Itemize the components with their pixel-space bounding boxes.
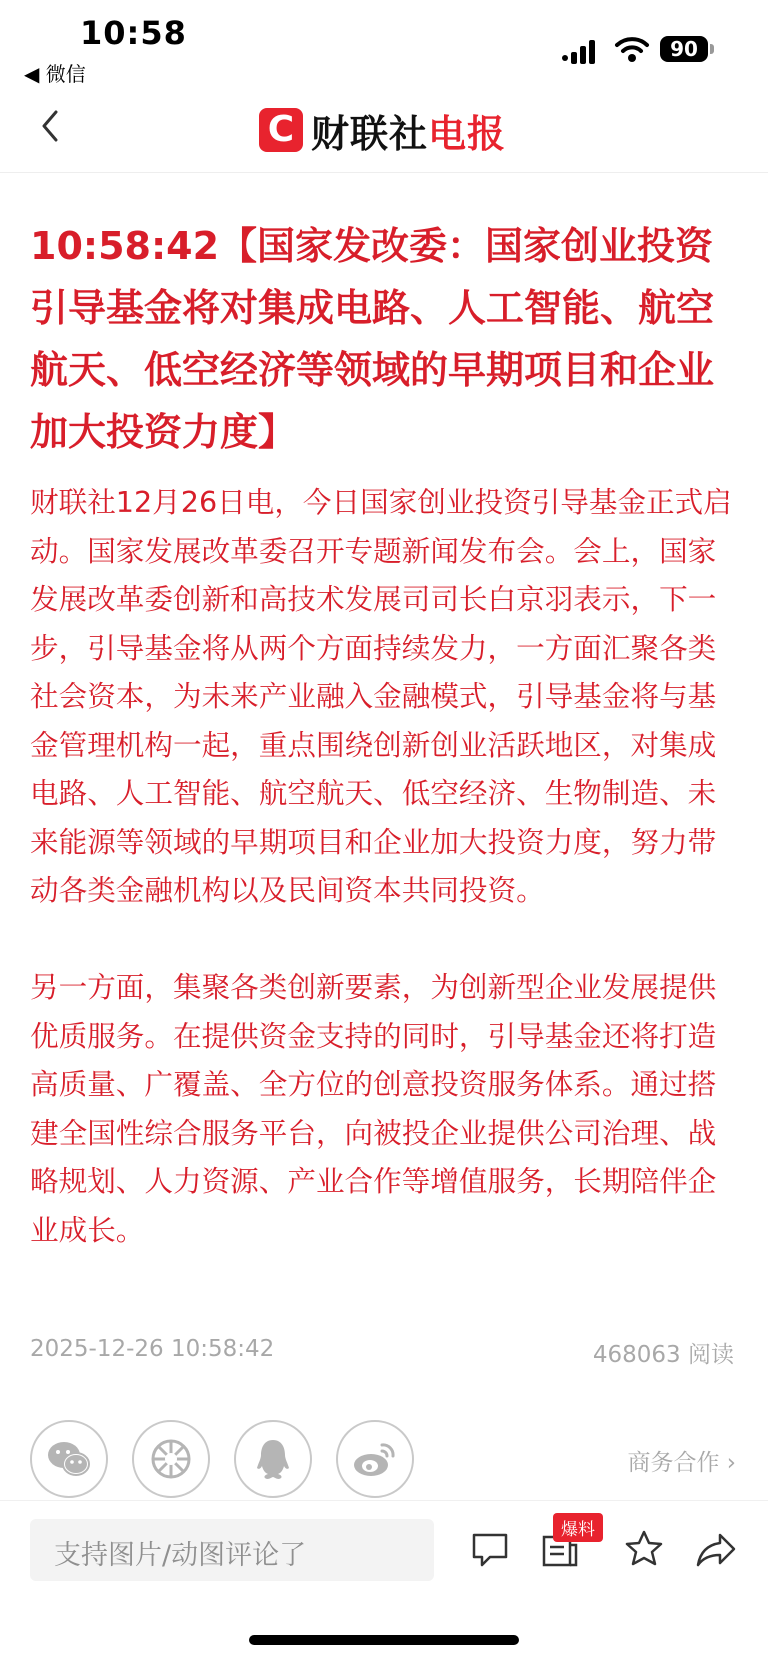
article-body: [30, 478, 742, 1254]
battery-indicator: [660, 36, 716, 64]
cls-telegraph-logo: [259, 106, 506, 154]
status-time: 10:58: [80, 14, 187, 52]
status-bar: [0, 0, 768, 90]
logo-text-telegraph: 电报: [428, 111, 507, 156]
nav-bar: [0, 90, 768, 173]
comment-icon[interactable]: [468, 1527, 512, 1571]
moments-icon: [149, 1437, 193, 1481]
wifi-icon: [614, 34, 650, 64]
logo-text: [311, 103, 506, 158]
share-wechat-button[interactable]: [30, 1420, 108, 1498]
battery-tip: [710, 44, 714, 54]
back-to-wechat-link[interactable]: ◀ 微信: [24, 62, 86, 86]
favorite-star-icon[interactable]: [622, 1527, 666, 1571]
article-paragraph: 财联社12月26日电，今日国家创业投资引导基金正式启动。国家发展改革委召开专题新闻发布会。会上，国家发展改革委创新和高技术发展司司长白京羽表示，下一步，引导基金将从两个方面持续发力，一方面汇聚各类社会资本，为未来产业融入金融模式，引导基金将与基金管理机构一起，重点围绕创新创业活跃地区，对集成电路、人工智能、航空航天、低空经济、生物制造、未来能源等领域的早期项目和企业加大投资力度，努力带动各类金融机构以及民间资本共同投资。: [30, 485, 732, 907]
logo-text-brand: 财联社: [311, 111, 429, 156]
comment-placeholder: 支持图片/动图评论了: [54, 1540, 307, 1571]
qq-icon: [255, 1437, 291, 1481]
read-count: 468063 阅读: [592, 1342, 734, 1368]
share-weibo-button[interactable]: [336, 1420, 414, 1498]
share-row: [30, 1420, 450, 1504]
article-headline: 10:58:42【国家发改委：国家创业投资引导基金将对集成电路、人工智能、航空航天、低空经济等领域的早期项目和企业加大投资力度】: [30, 224, 715, 454]
news-tip-badge: 爆料: [553, 1513, 603, 1542]
cellular-signal-icon: [561, 38, 601, 64]
share-arrow-icon[interactable]: [694, 1527, 738, 1571]
comment-input[interactable]: [30, 1519, 434, 1581]
share-moments-button[interactable]: [132, 1420, 210, 1498]
wechat-icon: [46, 1439, 92, 1479]
battery-level: 90: [660, 36, 708, 62]
home-indicator: [249, 1635, 519, 1645]
article-date: 2025-12-26 10:58:42: [30, 1336, 275, 1362]
logo-mark-letter: C: [267, 109, 295, 150]
business-cooperation-link[interactable]: 商务合作 ›: [627, 1450, 736, 1476]
back-arrow-icon[interactable]: [36, 106, 66, 146]
logo-mark: [259, 108, 303, 152]
share-qq-button[interactable]: [234, 1420, 312, 1498]
weibo-icon: [351, 1439, 399, 1479]
article-paragraph: 另一方面，集聚各类创新要素，为创新型企业发展提供优质服务。在提供资金支持的同时，引导基金还将打造高质量、广覆盖、全方位的创意投资服务体系。通过搭建全国性综合服务平台，向被投企业提供公司治理、战略规划、人力资源、产业合作等增值服务，长期陪伴企业成长。: [30, 970, 717, 1247]
